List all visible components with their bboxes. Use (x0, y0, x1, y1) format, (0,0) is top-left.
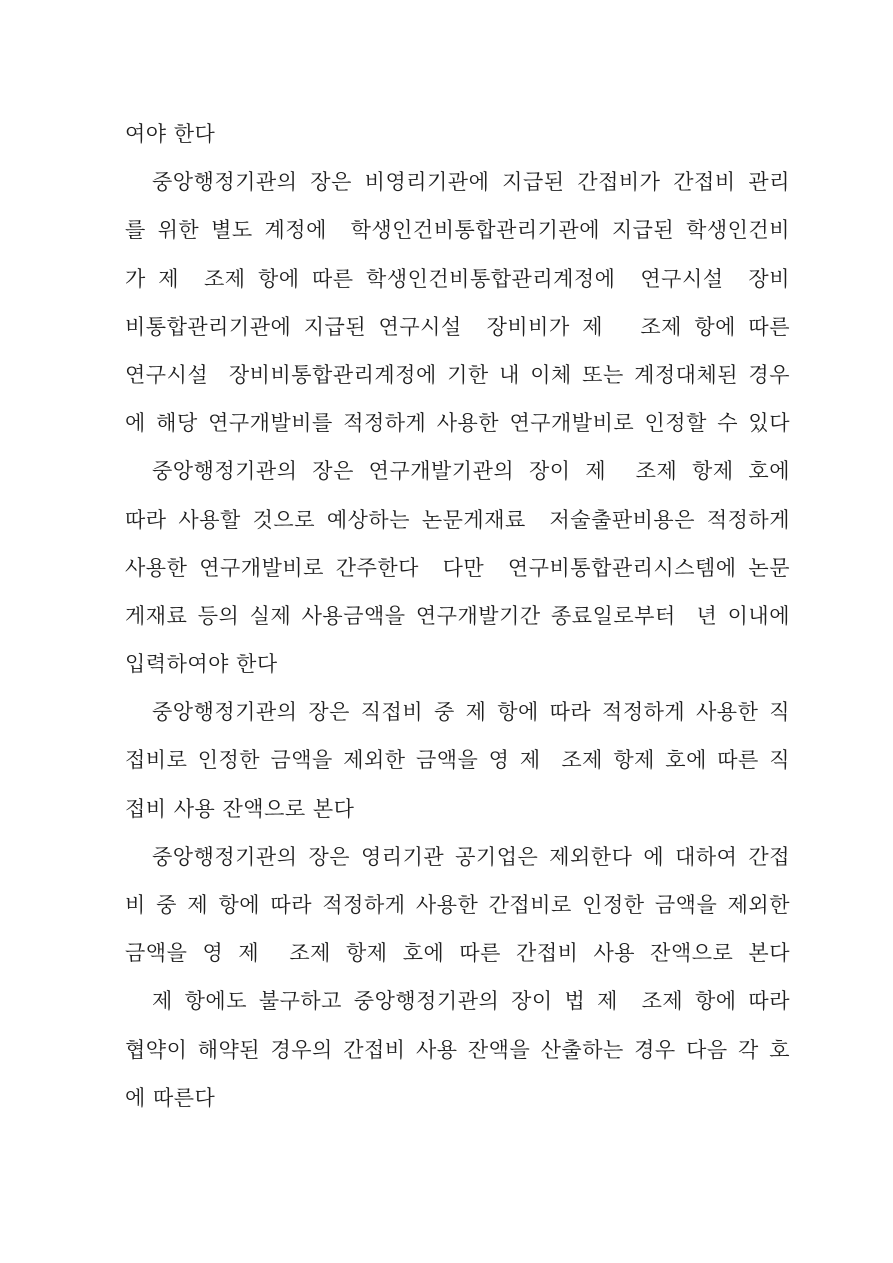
text-line: 중앙행정기관의 장은 직접비 중 제 항에 따라 적정하게 사용한 직 (152, 700, 790, 725)
text-line: 접비 사용 잔액으로 본다 (125, 796, 355, 821)
text-line: 금액을 영 제 조제 항제 호에 따른 간접비 사용 잔액으로 본다 (125, 941, 790, 966)
text-line: 여야 한다 (125, 122, 216, 146)
text-line: 사용한 연구개발비로 간주한다 다만 연구비통합관리시스템에 논문 (125, 555, 790, 580)
text-line: 에 해당 연구개발비를 적정하게 사용한 연구개발비로 인정할 수 있다 (125, 411, 790, 436)
text-line: 에 따른다 (125, 1085, 216, 1110)
text-line: 를 위한 별도 계정에 학생인건비통합관리기관에 지급된 학생인건비 (125, 218, 790, 243)
text-line: 접비로 인정한 금액을 제외한 금액을 영 제 조제 항제 호에 따른 직 (125, 748, 790, 773)
text-line: 입력하여야 한다 (125, 652, 278, 677)
text-line: 협약이 해약된 경우의 간접비 사용 잔액을 산출하는 경우 다음 각 호 (125, 1037, 790, 1062)
text-line: 비 중 제 항에 따라 적정하게 사용한 간접비로 인정한 금액을 제외한 (125, 893, 790, 917)
text-line: 제 항에도 불구하고 중앙행정기관의 장이 법 제 조제 항에 따라 (152, 989, 790, 1014)
text-line: 비통합관리기관에 지급된 연구시설 장비비가 제 조제 항에 따른 (125, 314, 790, 339)
text-line: 중앙행정기관의 장은 비영리기관에 지급된 간접비가 간접비 관리 (152, 170, 790, 195)
document-body (125, 110, 790, 1122)
text-line: 가 제 조제 항에 따른 학생인건비통합관리계정에 연구시설 장비 (125, 266, 790, 291)
text-line: 중앙행정기관의 장은 영리기관 공기업은 제외한다 에 대하여 간접 (152, 844, 790, 869)
text-line: 게재료 등의 실제 사용금액을 연구개발기간 종료일로부터 년 이내에 (125, 603, 790, 628)
text-line: 연구시설 장비비통합관리계정에 기한 내 이체 또는 계정대체된 경우 (125, 362, 790, 387)
text-line: 중앙행정기관의 장은 연구개발기관의 장이 제 조제 항제 호에 (152, 459, 790, 484)
text-line: 따라 사용할 것으로 예상하는 논문게재료 저술출판비용은 적정하게 (125, 507, 790, 532)
